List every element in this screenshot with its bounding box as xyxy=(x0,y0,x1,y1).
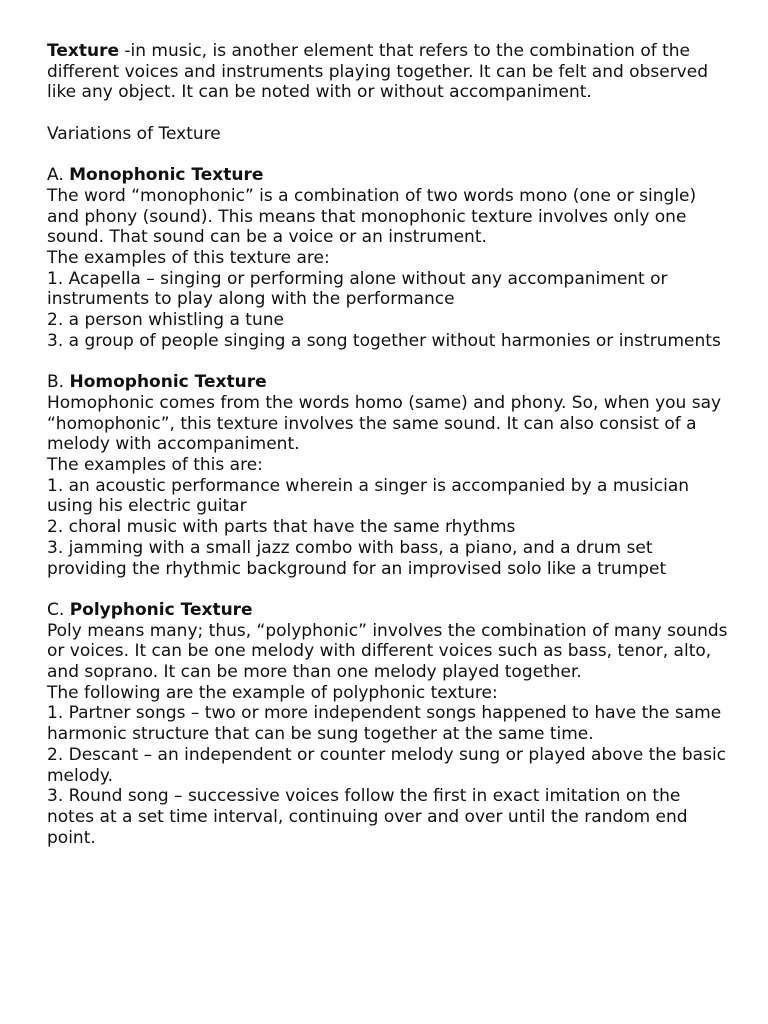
example-item: 2. choral music with parts that have the same rhythms xyxy=(47,517,516,538)
section-description: Homophonic comes from the words homo (same) and phony. So, when you say “homophonic”, this texture involves the same sound. It can also consist of a melody with accompaniment. xyxy=(47,392,722,455)
section-letter: B. xyxy=(47,372,70,393)
spacer xyxy=(47,145,728,166)
section-heading xyxy=(47,600,728,621)
section-description: Poly means many; thus, “polyphonic” involves the combination of many sounds or voices. It can be one melody with different voices such as bass, tenor, alto, and soprano. It can be more than one melody played together. xyxy=(47,620,728,683)
examples-intro: The examples of this are: xyxy=(47,455,263,476)
example-item: 1. Partner songs – two or more independent songs happened to have the same harmonic structure that can be sung together at the same time. xyxy=(47,703,722,745)
section-letter: C. xyxy=(47,599,70,620)
variations-heading: Variations of Texture xyxy=(47,123,221,144)
section-heading xyxy=(47,372,728,393)
spacer xyxy=(47,579,728,600)
spacer xyxy=(47,103,728,124)
section-homophonic xyxy=(47,372,728,579)
intro-paragraph xyxy=(47,41,728,103)
example-item: 1. an acoustic performance wherein a singer is accompanied by a musician using his electric guitar xyxy=(47,475,690,517)
section-polyphonic xyxy=(47,600,728,848)
section-title: Polyphonic Texture xyxy=(69,599,253,620)
example-item: 2. a person whistling a tune xyxy=(47,310,284,331)
example-item: 3. a group of people singing a song together without harmonies or instruments xyxy=(47,330,721,351)
example-item: 3. Round song – successive voices follow the first in exact imitation on the notes at a set time interval, continuing over and over until the random end point. xyxy=(47,786,688,848)
examples-intro: The following are the example of polyphonic texture: xyxy=(47,682,498,703)
example-item: 1. Acapella – singing or performing alone without any accompaniment or instruments to play along with the performance xyxy=(47,268,668,310)
example-item: 3. jamming with a small jazz combo with bass, a piano, and a drum set providing the rhythmic background for an improvised solo like a trumpet xyxy=(47,537,667,579)
section-monophonic xyxy=(47,165,728,351)
section-title: Monophonic Texture xyxy=(69,165,264,186)
examples-intro: The examples of this texture are: xyxy=(47,248,330,268)
intro-term: Texture xyxy=(47,41,119,61)
section-description: The word “monophonic” is a combination of two words mono (one or single) and phony (sound). This means that monophonic texture involves only one sound. That sound can be a voice or an instrument. xyxy=(47,185,697,248)
example-item: 2. Descant – an independent or counter melody sung or played above the basic melody. xyxy=(47,744,727,786)
section-title: Homophonic Texture xyxy=(69,372,267,393)
section-heading xyxy=(47,165,728,186)
spacer xyxy=(47,352,728,373)
section-letter: A. xyxy=(47,165,70,186)
intro-text: -in music, is another element that refers to the combination of the different voices and instruments playing together. It can be felt and observed like any object. It can be noted with or without accompaniment. xyxy=(47,41,708,103)
